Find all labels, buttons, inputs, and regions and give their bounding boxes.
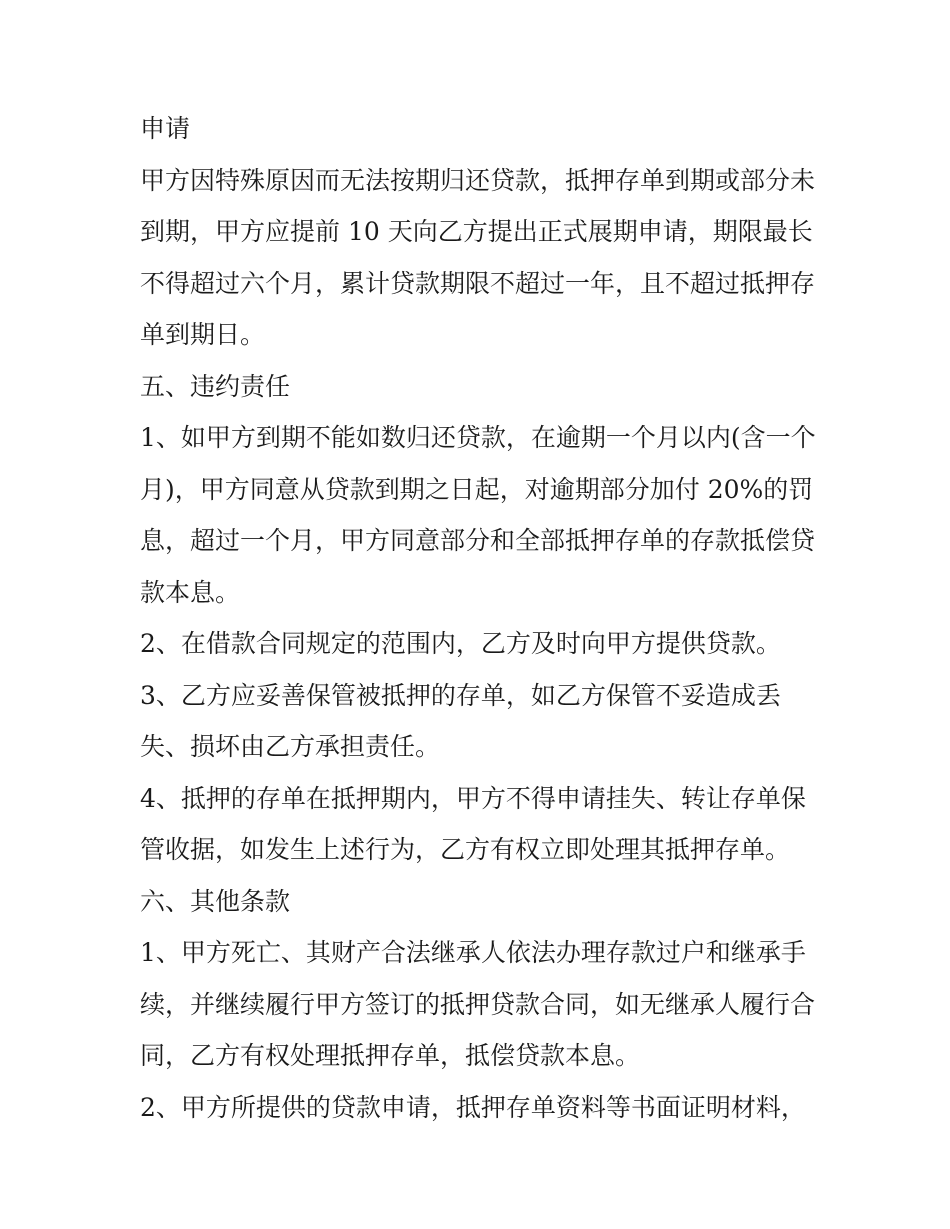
text-line: 1、甲方死亡、其财产合法继承人依法办理存款过户和继承手 [140,938,806,967]
text-line: 失、损坏由乙方承担责任。 [140,732,441,761]
section-heading: 五、违约责任 [140,371,291,401]
text-line: 续，并继续履行甲方签订的抵押贷款合同，如无继承人履行合 [140,989,816,1019]
text-line: 月)，甲方同意从贷款到期之日起，对逾期部分加付 20%的罚 [140,474,814,504]
text-line: 4、抵押的存单在抵押期内，甲方不得申请挂失、转让存单保 [140,783,806,813]
text-line: 2、在借款合同规定的范围内，乙方及时向甲方提供贷款。 [140,629,781,658]
section-heading: 六、其他条款 [140,886,291,916]
text-line: 3、乙方应妥善保管被抵押的存单，如乙方保管不妥造成丢 [140,680,781,710]
text-line: 息，超过一个月，甲方同意部分和全部抵押存单的存款抵偿贷 [140,526,816,555]
text-line: 同，乙方有权处理抵押存单，抵偿贷款本息。 [140,1041,641,1070]
text-line: 2、甲方所提供的贷款申请，抵押存单资料等书面证明材料， [140,1092,806,1122]
text-line: 不得超过六个月，累计贷款期限不超过一年，且不超过抵押存 [140,268,816,298]
text-line: 甲方因特殊原因而无法按期归还贷款，抵押存单到期或部分未 [140,165,816,195]
text-line: 1、如甲方到期不能如数归还贷款，在逾期一个月以内(含一个 [140,423,816,452]
text-line: 单到期日。 [140,320,266,349]
text-line: 申请 [140,114,191,143]
document-body [140,103,820,1133]
text-line: 到期，甲方应提前 10 天向乙方提出正式展期申请，期限最长 [140,217,813,246]
text-line: 管收据，如发生上述行为，乙方有权立即处理其抵押存单。 [140,835,791,864]
text-line: 款本息。 [140,577,241,607]
